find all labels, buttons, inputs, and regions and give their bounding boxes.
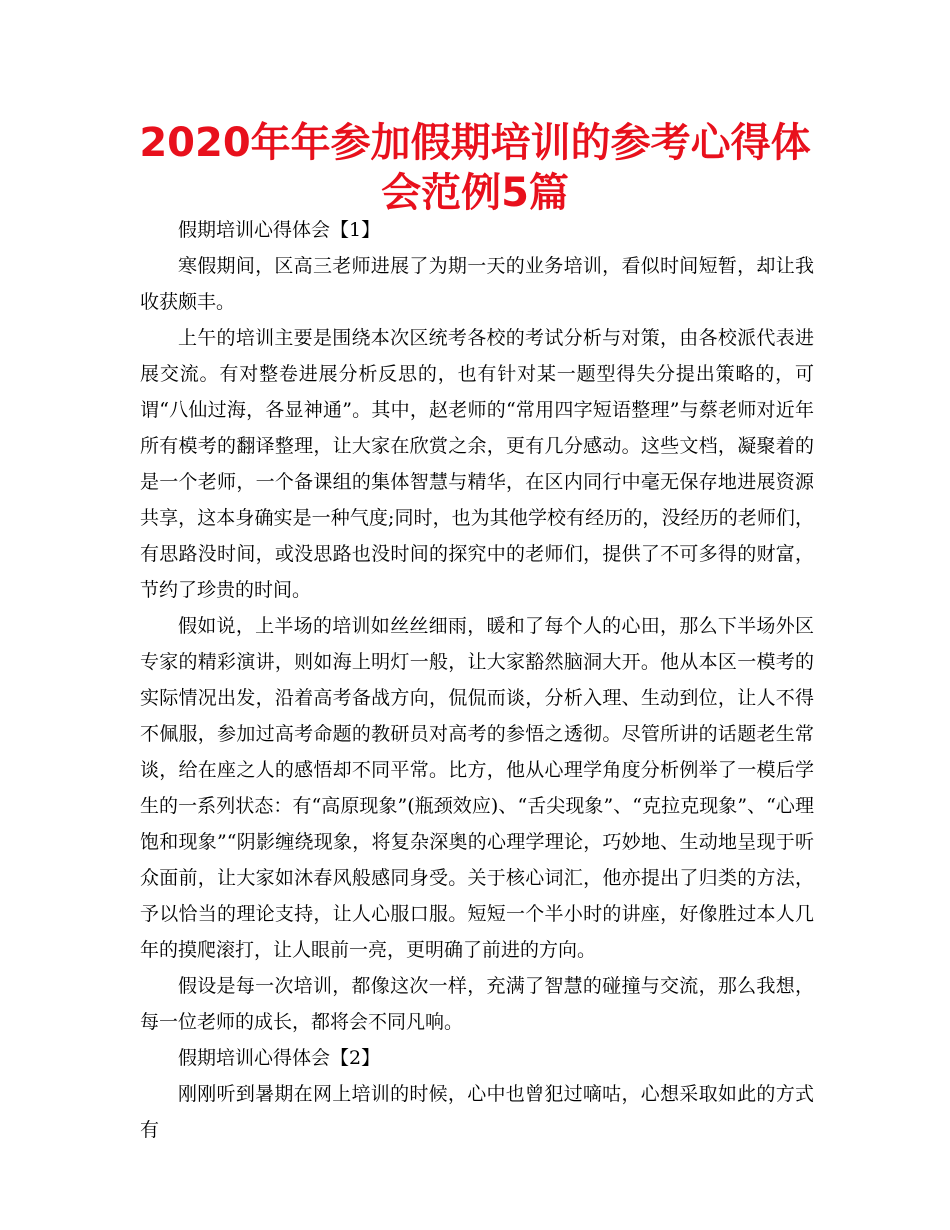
paragraph: 假如说，上半场的培训如丝丝细雨，暖和了每个人的心田，那么下半场外区专家的精彩演讲，则如海上明灯一般，让大家豁然脑洞大开。他从本区一模考的实际情况出发，沿着高考备战方向，侃侃而谈，分析入理、生动到位，让人不得不佩服，参加过高考命题的教研员对高考的参悟之透彻。尽管所讲的话题老生常谈，给在座之人的感悟却不同平常。比方，他从心理学角度分析例举了一模后学生的一系列状态：有“高原现象”(瓶颈效应)、“舌尖现象”、“克拉克现象”、“心理饱和现象”“阴影缠绕现象，将复杂深奥的心理学理论，巧妙地、生动地呈现于听众面前，让大家如沐春风般感同身受。关于核心词汇，他亦提出了归类的方法，予以恰当的理论支持，让人心服口服。短短一个半小时的讲座，好像胜过本人几年的摸爬滚打，让人眼前一亮，更明确了前进的方向。 [140,615,814,961]
paragraph: 假设是每一次培训，都像这次一样，充满了智慧的碰撞与交流，那么我想，每一位老师的成长，都将会不同凡响。 [140,975,814,1033]
section-heading-1: 假期培训心得体会【1】 [178,219,381,241]
paragraph: 寒假期间，区高三老师进展了为期一天的业务培训，看似时间短暂，却让我收获颇丰。 [140,255,814,313]
document-body [140,212,814,1148]
section-heading-2: 假期培训心得体会【2】 [178,1047,381,1069]
paragraph: 刚刚听到暑期在网上培训的时候，心中也曾犯过嘀咕，心想采取如此的方式有 [140,1083,814,1141]
paragraph: 上午的培训主要是围绕本次区统考各校的考试分析与对策，由各校派代表进展交流。有对整卷进展分析反思的，也有针对某一题型得失分提出策略的，可谓“八仙过海，各显神通”。其中，赵老师的“常用四字短语整理”与蔡老师对近年所有模考的翻译整理，让大家在欣赏之余，更有几分感动。这些文档，凝聚着的是一个老师，一个备课组的集体智慧与精华，在区内同行中毫无保存地进展资源共享，这本身确实是一种气度;同时，也为其他学校有经历的，没经历的老师们，有思路没时间，或没思路也没时间的探究中的老师们，提供了不可多得的财富，节约了珍贵的时间。 [140,327,814,601]
document-title: 2020年年参加假期培训的参考心得体会范例5篇 [139,120,811,216]
